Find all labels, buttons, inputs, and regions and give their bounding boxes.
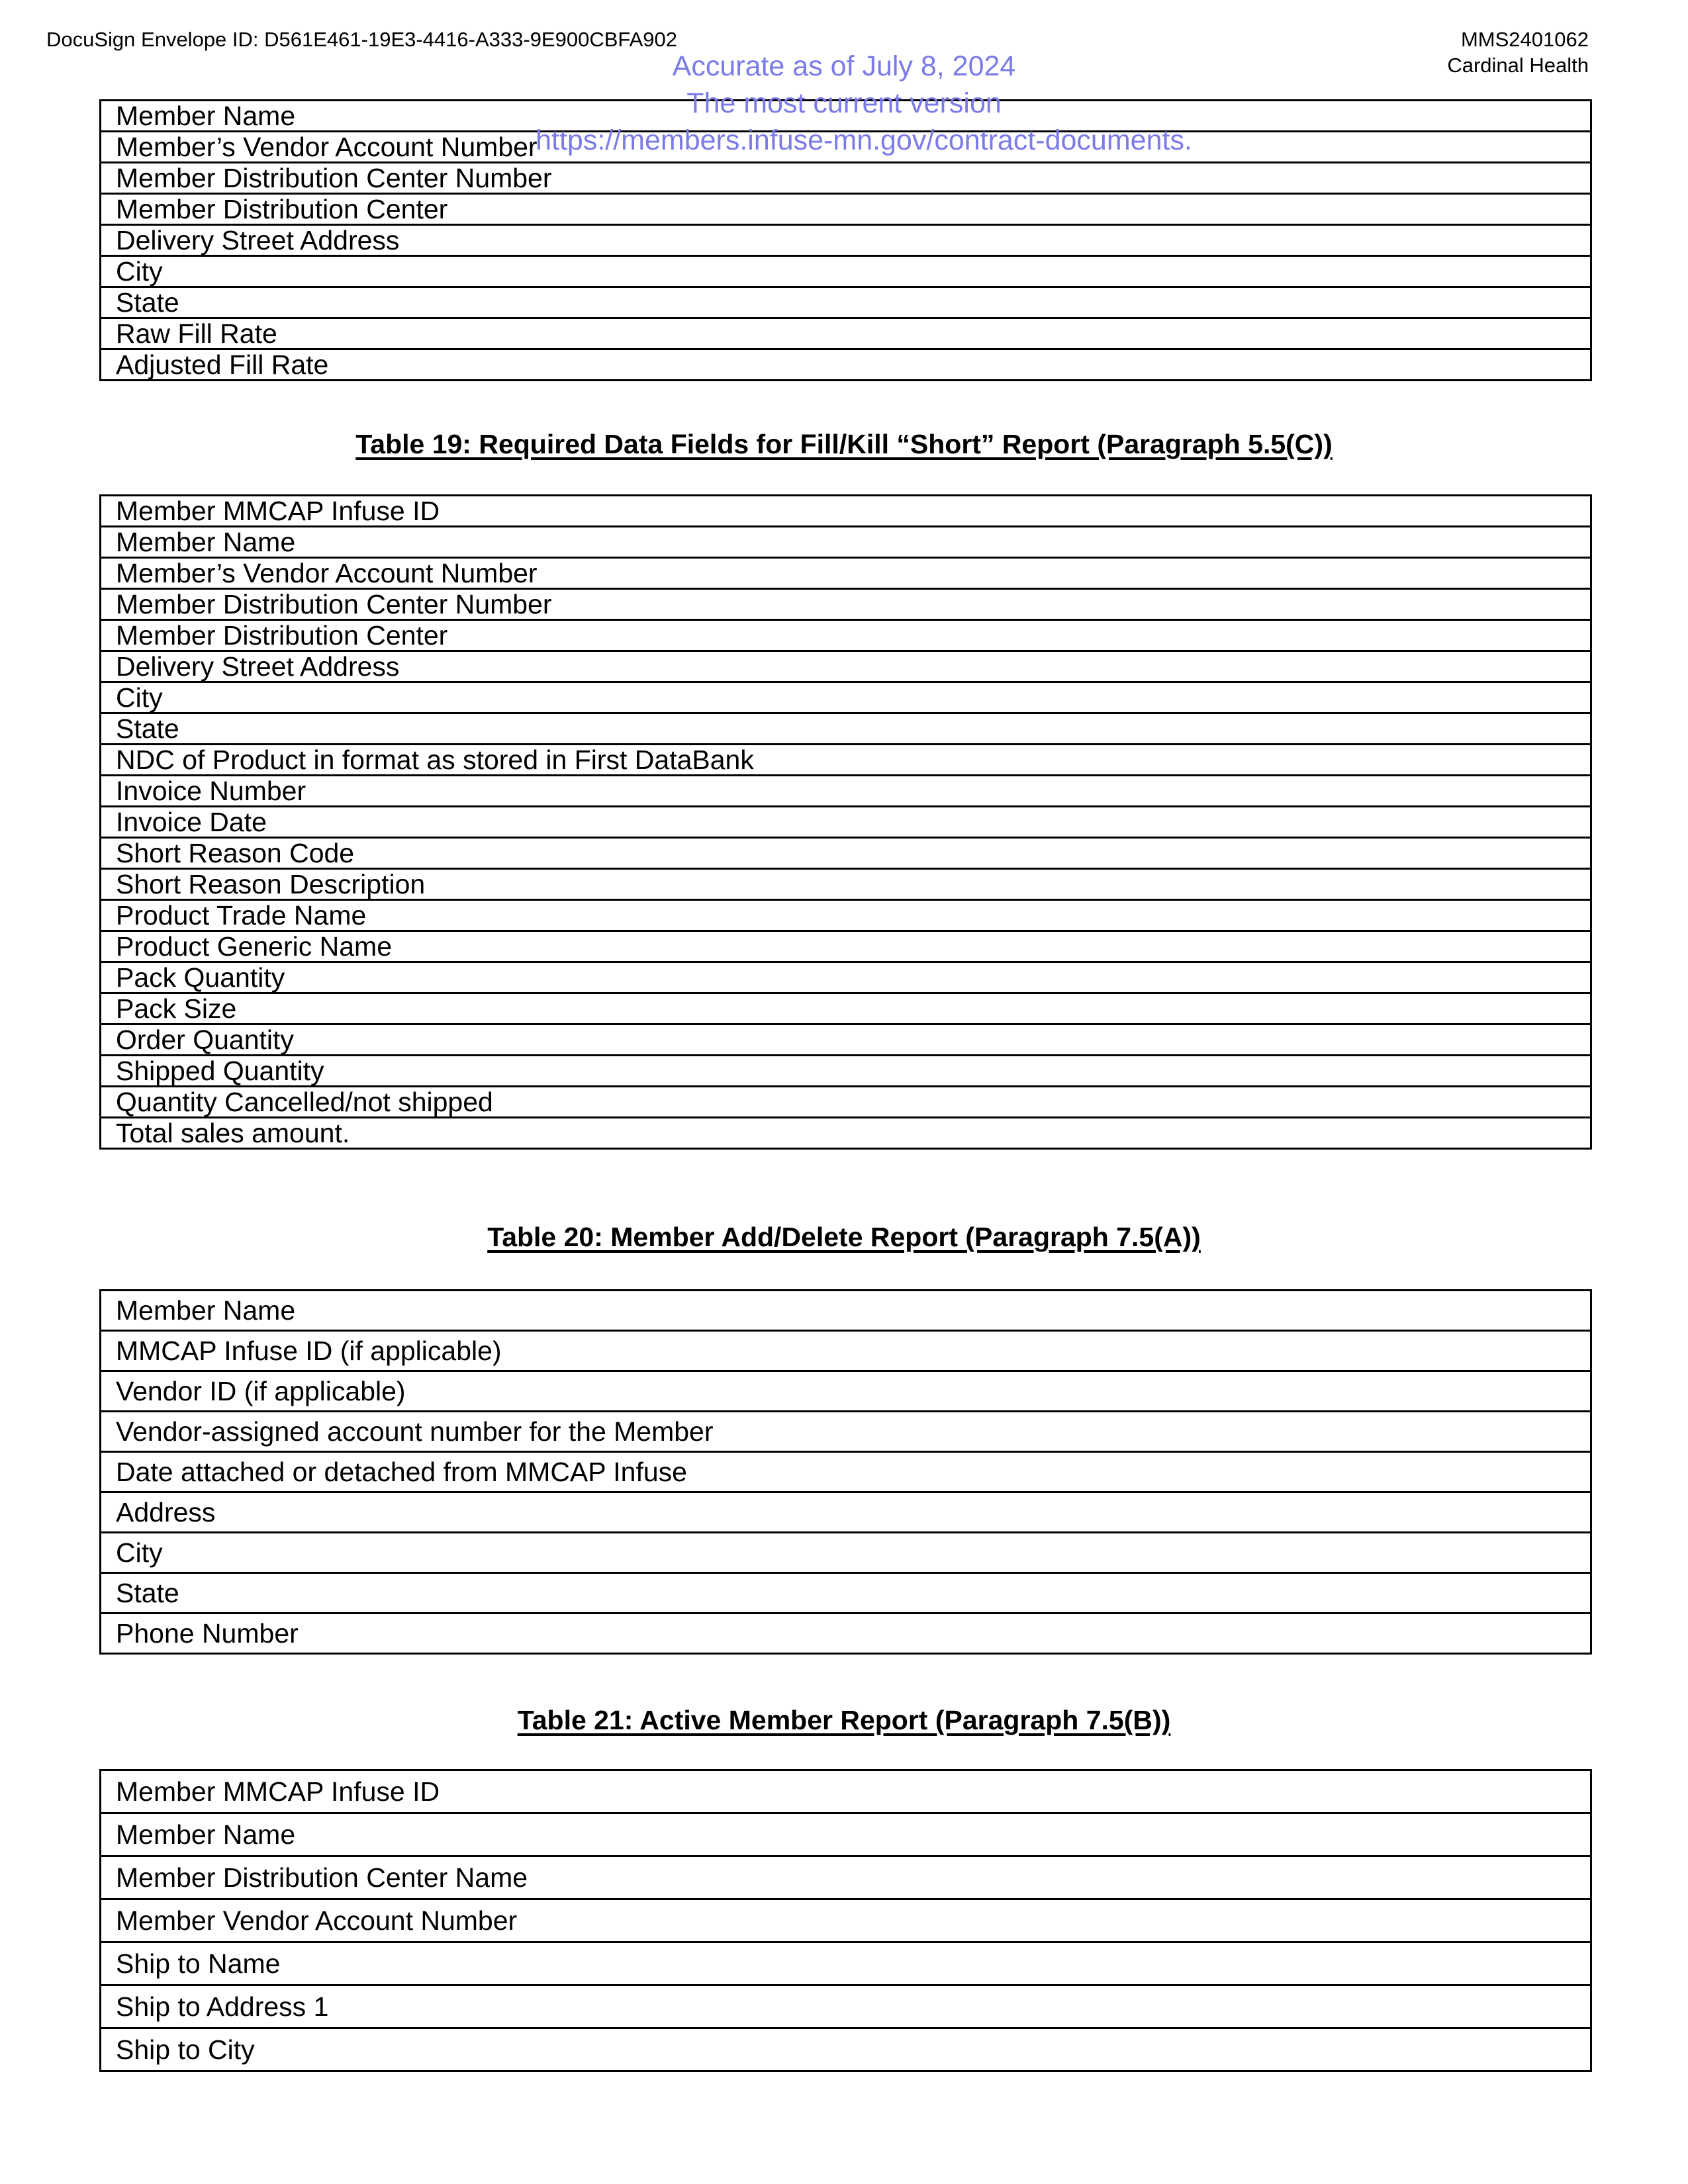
table-row: [101, 1291, 1591, 1331]
table-row: [101, 807, 1591, 838]
field-name-cell: Product Trade Name: [101, 900, 1591, 931]
field-name-cell: Pack Size: [101, 993, 1591, 1024]
table-18-continued: [99, 99, 1592, 381]
field-name-cell: Total sales amount.: [101, 1118, 1591, 1149]
field-name-cell: Member Distribution Center: [101, 620, 1591, 651]
table-row: [101, 931, 1591, 962]
table-21: [99, 1769, 1592, 2072]
envelope-id: DocuSign Envelope ID: D561E461-19E3-4416-A333-9E900CBFA902: [46, 28, 678, 51]
field-name-cell: Invoice Number: [101, 776, 1591, 807]
table-row: [101, 745, 1591, 776]
table-row: [101, 1573, 1591, 1614]
table-row: [101, 1942, 1591, 1985]
table-row: [101, 776, 1591, 807]
field-name-cell: MMCAP Infuse ID (if applicable): [101, 1331, 1591, 1371]
table-row: [101, 1087, 1591, 1118]
field-name-cell: Short Reason Code: [101, 838, 1591, 869]
table-row: [101, 1856, 1591, 1899]
field-name-cell: Raw Fill Rate: [101, 318, 1591, 349]
watermark-line-3: https://members.infuse-mn.gov/contract-documents.: [536, 124, 1192, 156]
field-name-cell: Delivery Street Address: [101, 225, 1591, 256]
table-20-caption: Table 20: Member Add/Delete Report (Paragraph 7.5(A)): [487, 1222, 1201, 1252]
table-row: [101, 101, 1591, 132]
table-row: [101, 1533, 1591, 1573]
table-row: [101, 1492, 1591, 1533]
field-name-cell: State: [101, 287, 1591, 318]
table-row: [101, 962, 1591, 993]
watermark-line-1: Accurate as of July 8, 2024: [672, 50, 1016, 82]
table-row: [101, 713, 1591, 745]
table-row: [101, 900, 1591, 931]
field-name-cell: Adjusted Fill Rate: [101, 349, 1591, 381]
table-row: [101, 1056, 1591, 1087]
table-20: [99, 1289, 1592, 1655]
field-name-cell: Member Distribution Center: [101, 194, 1591, 225]
field-name-cell: Ship to City: [101, 2028, 1591, 2071]
table-19-caption: Table 19: Required Data Fields for Fill/Kill “Short” Report (Paragraph 5.5(C)): [355, 429, 1333, 459]
field-name-cell: City: [101, 256, 1591, 287]
field-name-cell: Address: [101, 1492, 1591, 1533]
table-row: [101, 1371, 1591, 1412]
field-name-cell: Quantity Cancelled/not shipped: [101, 1087, 1591, 1118]
field-name-cell: Member Name: [101, 527, 1591, 558]
table-19: [99, 494, 1592, 1150]
field-name-cell: Member Vendor Account Number: [101, 1899, 1591, 1942]
table-row: [101, 838, 1591, 869]
field-name-cell: Member Distribution Center Name: [101, 1856, 1591, 1899]
table-row: [101, 1614, 1591, 1654]
field-name-cell: State: [101, 1573, 1591, 1614]
table-row: [101, 1024, 1591, 1056]
field-name-cell: State: [101, 713, 1591, 745]
table-row: [101, 1985, 1591, 2028]
table-row: [101, 1813, 1591, 1856]
table-row: [101, 682, 1591, 713]
document-header: [1447, 26, 1589, 78]
table-row: [101, 287, 1591, 318]
field-name-cell: NDC of Product in format as stored in First DataBank: [101, 745, 1591, 776]
field-name-cell: Delivery Street Address: [101, 651, 1591, 682]
table-row: [101, 496, 1591, 527]
field-name-cell: Member MMCAP Infuse ID: [101, 1770, 1591, 1813]
field-name-cell: Product Generic Name: [101, 931, 1591, 962]
field-name-cell: Short Reason Description: [101, 869, 1591, 900]
table-row: [101, 256, 1591, 287]
field-name-cell: Member’s Vendor Account Number: [101, 132, 1591, 163]
field-name-cell: Member Name: [101, 101, 1591, 132]
field-name-cell: Date attached or detached from MMCAP Infuse: [101, 1452, 1591, 1492]
table-row: [101, 869, 1591, 900]
table-row: [101, 194, 1591, 225]
field-name-cell: Member’s Vendor Account Number: [101, 558, 1591, 589]
table-row: [101, 1412, 1591, 1452]
field-name-cell: Vendor ID (if applicable): [101, 1371, 1591, 1412]
table-row: [101, 349, 1591, 381]
field-name-cell: Ship to Address 1: [101, 1985, 1591, 2028]
field-name-cell: Pack Quantity: [101, 962, 1591, 993]
field-name-cell: Order Quantity: [101, 1024, 1591, 1056]
field-name-cell: Member Name: [101, 1813, 1591, 1856]
field-name-cell: Invoice Date: [101, 807, 1591, 838]
field-name-cell: Phone Number: [101, 1614, 1591, 1654]
table-row: [101, 558, 1591, 589]
table-row: [101, 225, 1591, 256]
table-row: [101, 1331, 1591, 1371]
table-row: [101, 620, 1591, 651]
field-name-cell: Vendor-assigned account number for the Member: [101, 1412, 1591, 1452]
contract-number: MMS2401062: [1460, 28, 1589, 51]
field-name-cell: City: [101, 682, 1591, 713]
field-name-cell: City: [101, 1533, 1591, 1573]
table-row: [101, 1118, 1591, 1149]
table-row: [101, 132, 1591, 163]
table-row: [101, 1770, 1591, 1813]
table-row: [101, 2028, 1591, 2071]
table-21-caption: Table 21: Active Member Report (Paragraph 7.5(B)): [517, 1705, 1171, 1735]
table-row: [101, 589, 1591, 620]
field-name-cell: Member MMCAP Infuse ID: [101, 496, 1591, 527]
field-name-cell: Member Distribution Center Number: [101, 589, 1591, 620]
table-row: [101, 163, 1591, 194]
field-name-cell: Shipped Quantity: [101, 1056, 1591, 1087]
field-name-cell: Member Distribution Center Number: [101, 163, 1591, 194]
table-row: [101, 318, 1591, 349]
field-name-cell: Ship to Name: [101, 1942, 1591, 1985]
company-name: Cardinal Health: [1447, 54, 1589, 77]
table-row: [101, 1452, 1591, 1492]
table-row: [101, 651, 1591, 682]
field-name-cell: Member Name: [101, 1291, 1591, 1331]
watermark-line-2: The most current version: [686, 87, 1002, 119]
table-row: [101, 527, 1591, 558]
table-row: [101, 1899, 1591, 1942]
table-row: [101, 993, 1591, 1024]
